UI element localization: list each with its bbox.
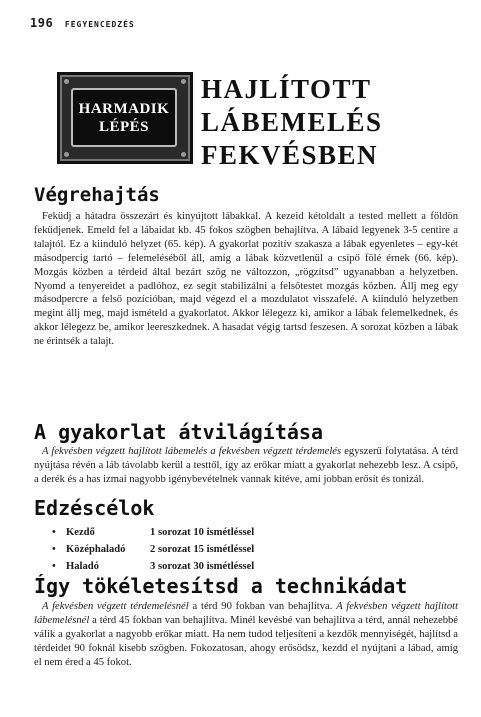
- goal-list: [52, 524, 254, 575]
- technique-italic-a: A fekvésben végzett térdemelésnél: [42, 601, 189, 612]
- technique-paragraph: [34, 600, 458, 670]
- technique-italic-b: A fekvésben végzett hajlított lábemelésnél: [34, 601, 459, 626]
- technique-text-a: a térd 90 fokban van behajlítva.: [188, 601, 337, 612]
- page-header: [30, 16, 135, 30]
- title-line3: FEKVÉSBEN: [201, 140, 379, 170]
- explanation-heading: A gyakorlat átvilágítása: [34, 420, 323, 444]
- execution-heading: Végrehajtás: [34, 184, 160, 206]
- screw-icon: [181, 152, 186, 157]
- explanation-text: egyszerű folytatása. A térd nyújtása révén a láb távolabb kerül a testtől, így az erőkar miatt a gyakorlat nehezebb lesz. A csípő, a derék és a has izmai nagyobb igénybevételnek vannak kitéve, ami jobban erősít és tonizál.: [34, 446, 458, 485]
- list-item: [52, 558, 254, 575]
- goal-level: Középhaladó: [66, 544, 126, 555]
- screw-icon: [64, 79, 69, 84]
- explanation-italic: A fekvésben végzett hajlított lábemelés a fekvésben végzett térdemelés: [42, 446, 342, 457]
- goals-heading: Edzéscélok: [34, 496, 155, 520]
- goal-target: 2 sorozat 15 ismétléssel: [150, 544, 255, 555]
- goal-level: Kezdő: [66, 527, 95, 538]
- title-line2: LÁBEMELÉS: [201, 107, 383, 137]
- screw-icon: [181, 79, 186, 84]
- goal-level: Haladó: [66, 561, 99, 572]
- bullet-icon: •: [52, 527, 56, 538]
- list-item: [52, 541, 254, 558]
- goal-target: 1 sorozat 10 ismétléssel: [150, 527, 255, 538]
- technique-text-b: a térd 45 fokban van behajlítva. Minél kevésbé van behajlítva a térd, annál nehezebbé válik a gyakorlat a nagyobb erőkar miatt. Ha nem tudod teljesíteni a kezdők mennyiségét, hajlítsd a térdeidet 90 foknál kisebb szögben. Fokozatosan, ahogy erősödsz, kezdd el nyújtani a lábad, amíg el nem éred a 45 fokot.: [34, 614, 458, 668]
- page-number: 196: [30, 16, 54, 30]
- execution-paragraph: Feküdj a hátadra összezárt és kinyújtott lábakkal. A kezeid kétoldalt a tested mellett a földön feküdjenek. Emeld fel a lábaidat kb. 45 fokos szögben behajlítva. A lábaid legyenek 3-5 centire a talajtól. Ez a kiinduló helyzet (65. kép). A gyakorlat pozitív szakasza a lábak egyenletes – egy-két másodpercig tartó – felemeléséből áll, amíg a lábak közvetlenül a csípő fölé érnek (66. kép). Mozgás közben a térdeid által bezárt szög ne változzon, „rögzítsd” ugyanabban a helyzetben. Nyomd a tenyereidet a padlóhoz, ez segít stabilizálni a felsőtestet mozgás közben. Állj meg egy másodpercre a felső pozícióban, majd végezd el a mozdulatot visszafelé. A kiinduló helyzetben megint állj meg, majd ismételd a gyakorlatot. Akkor lélegezz ki, amikor a lábak felemelkednek, és akkor lélegezz be, amikor leereszkednek. A hasadat végig tartsd feszesen. A sorozat közben a lábak ne érintsék a talajt.: [34, 211, 458, 348]
- step-badge: [57, 72, 193, 164]
- step-badge-line2: LÉPÉS: [98, 118, 150, 135]
- goal-target: 3 sorozat 30 ismétléssel: [150, 561, 255, 572]
- book-title: FEGYENCEDZÉS: [64, 20, 135, 29]
- screw-icon: [64, 152, 69, 157]
- explanation-paragraph: [34, 445, 458, 487]
- technique-heading: Így tökéletesítsd a technikádat: [34, 574, 408, 598]
- step-badge-line1: HARMADIK: [78, 100, 170, 117]
- title-line1: HAJLÍTOTT: [201, 74, 372, 104]
- bullet-icon: •: [52, 544, 56, 555]
- list-item: [52, 524, 254, 541]
- step-plate: [71, 88, 177, 147]
- bullet-icon: •: [52, 561, 56, 572]
- page-title: [201, 73, 471, 172]
